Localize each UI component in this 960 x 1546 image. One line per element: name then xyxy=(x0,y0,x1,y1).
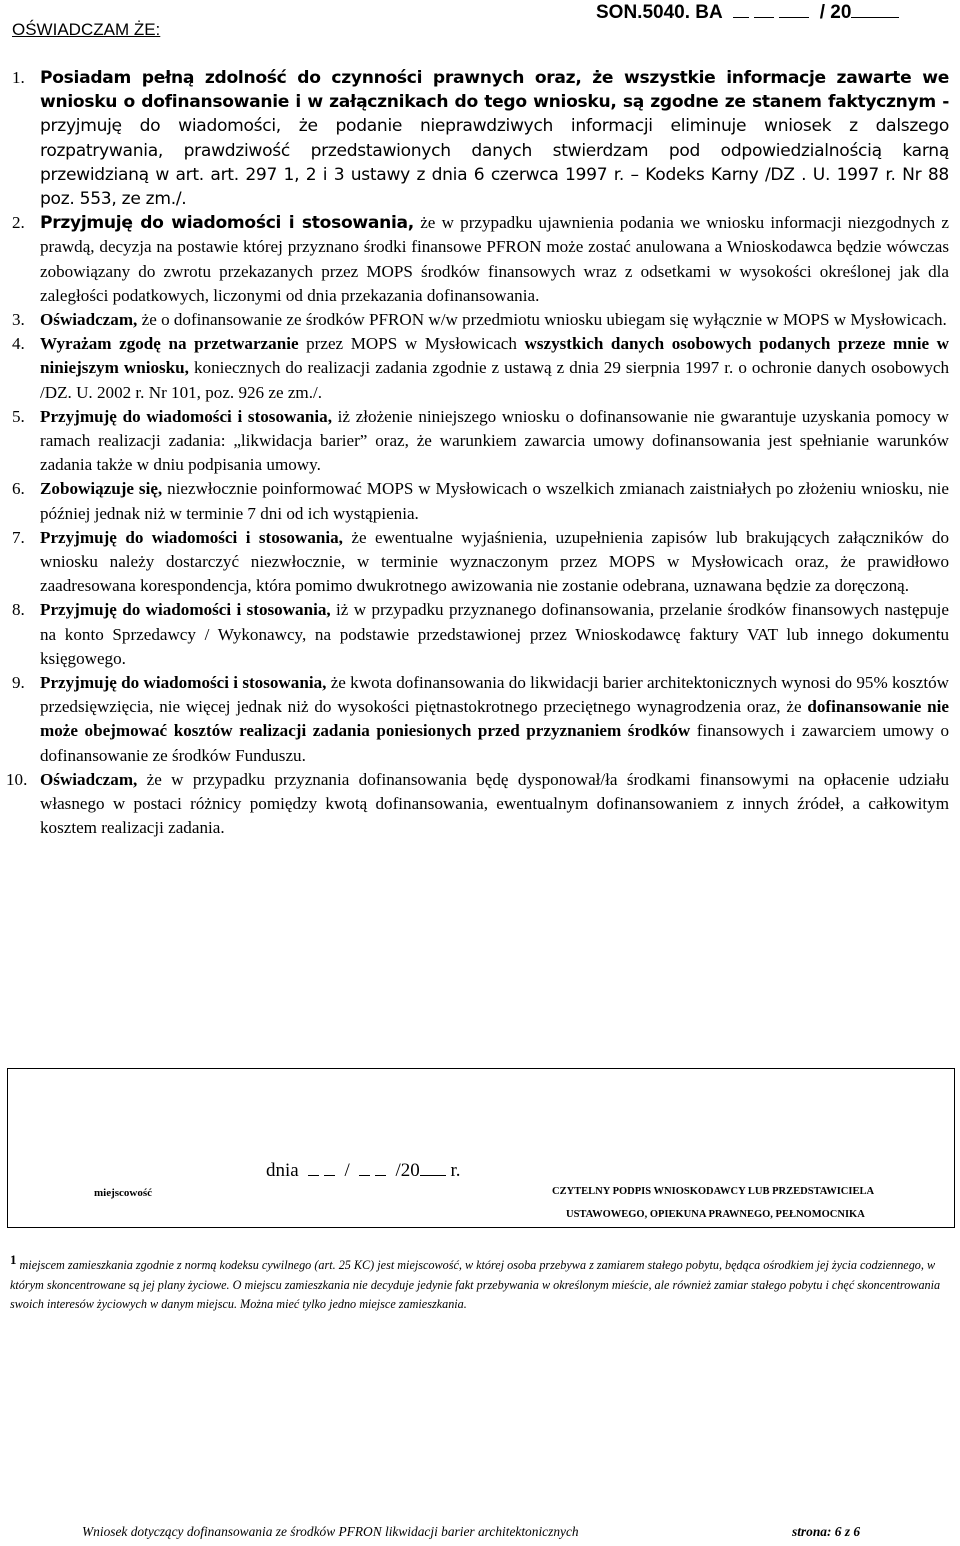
footnote-text: miejscem zamieszkania zgodnie z normą kodeksu cywilnego (art. 25 KC) jest miejscowość, w której osoba przebywa z zamiarem stałego pobytu, będąca ośrodkiem jej życia codziennego, w którym skoncentrowane są jej plany życiowe. O miejscu zamieszkania nie decyduje jedynie fakt przebywania w określonym mieście, ale również zamiar stałego pobytu i chęć skoncentrowania swoich interesów życiowych w danym miejscu. Można mieć tylko jedno miejsce zamieszkania. xyxy=(10,1258,941,1311)
item-bold-text: Zobowiązuje się, xyxy=(40,479,163,499)
blank-line xyxy=(754,3,774,18)
page-number: strona: 6 z 6 xyxy=(792,1524,861,1539)
blank-line xyxy=(324,1161,335,1176)
blank-line xyxy=(733,3,749,18)
item-bold-text: dofinansowanie nie może obejmować kosztów realizacji zadania poniesionych przed przyznaniem środków xyxy=(40,697,949,741)
statement-title: OŚWIADCZAM ŻE: xyxy=(12,20,161,39)
declaration-item xyxy=(12,66,949,211)
blank-line xyxy=(308,1161,319,1176)
date-separator: / xyxy=(344,1160,350,1181)
place-label: miejscowość xyxy=(94,1187,153,1199)
item-text: przyjmuję do wiadomości, że podanie nieprawdziwych informacji eliminuje wniosek z dalszego rozpatrywania, prawdziwość przedstawionych danych stwierdzam pod odpowiedzialnością karną przewidzianą w art. art. 297 1, 2 i 3 ustawy z dnia 6 czerwca 1997 r. – Kodeks Karny /DZ . U. 1997 r. Nr 88 poz. 553, ze zm./. xyxy=(40,116,949,210)
declaration-item xyxy=(6,768,949,841)
item-bold-text: Przyjmuję do wiadomości i stosowania, xyxy=(40,673,327,693)
declaration-item xyxy=(12,477,949,525)
item-text: że w przypadku przyznania dofinansowania będę dysponował/ła środkami finansowymi na opłacenie udziału własnego w postaci różnicy pomiędzy kwotą dofinansowania, ewentualnym dofinansowaniem z innych źródeł, a całkowitym kosztem realizacji zadania. xyxy=(40,769,949,838)
item-text: iż złożenie niniejszego wniosku o dofinansowanie nie gwarantuje uzyskania pomocy w ramach realizacji zadania: „likwidacja barier” oraz, że warunkiem zawarcia umowy dofinansowania jest spełnianie warunków zadania także w dniu podpisania umowy. xyxy=(40,406,949,475)
item-number: 1. xyxy=(12,68,25,87)
item-bold-text: Oświadczam, xyxy=(40,769,138,789)
item-text: iż w przypadku przyznanego dofinansowania, przelanie środków finansowych następuje na konto Sprzedawcy / Wykonawcy, na podstawie przedstawionej przez Wnioskodawcę faktury VAT lub innego dokumentu księgowego. xyxy=(40,600,949,668)
blank-line xyxy=(851,3,899,18)
item-bold-text: Przyjmuję do wiadomości i stosowania, xyxy=(40,406,332,426)
item-number: 2. xyxy=(12,213,25,233)
date-suffix: r. xyxy=(450,1160,461,1181)
declaration-item xyxy=(12,332,949,405)
blank-line xyxy=(359,1161,370,1176)
item-bold-text: Przyjmuję do wiadomości i stosowania, xyxy=(40,527,343,547)
item-bold-text: wszystkich danych osobowych podanych przeze mnie w niniejszym wniosku, xyxy=(40,334,950,378)
signature-label-line2: USTAWOWEGO, OPIEKUNA PRAWNEGO, PEŁNOMOCNIKA xyxy=(566,1209,865,1220)
item-text: że o dofinansowanie ze środków PFRON w/w przedmiotu wniosku ubiegam się wyłącznie w MOPS w Mysłowicach. xyxy=(137,310,947,330)
item-bold-text: Przyjmuję do wiadomości i stosowania, xyxy=(40,213,414,234)
declaration-item xyxy=(12,598,949,671)
declaration-item xyxy=(12,211,949,308)
footer-document-title: Wniosek dotyczący dofinansowania ze środków PFRON likwidacji barier architektonicznych xyxy=(82,1524,579,1539)
item-text: przez MOPS w Mysłowicach xyxy=(298,334,525,354)
item-number: 9. xyxy=(12,673,25,693)
footnote-number: 1 xyxy=(10,1251,17,1267)
blank-line xyxy=(375,1161,386,1176)
item-number: 10. xyxy=(6,769,28,789)
declaration-item xyxy=(12,671,949,768)
item-number: 3. xyxy=(12,310,25,330)
blank-line xyxy=(420,1161,446,1176)
declaration-item xyxy=(12,526,949,599)
reference-prefix: SON.5040. BA xyxy=(596,2,723,23)
item-text: że ewentualne wyjaśnienia, uzupełnienia zapisów lub brakujących załączników do wniosku należy dostarczyć niezwłocznie, w terminie wyznaczonym przez MOPS w Mysłowicach oraz, że prawidłowo zaadresowana korespondencja, która pomimo dwukrotnego awizowania nie zostanie odebrana, uznawana będzie za doręczoną. xyxy=(40,527,950,596)
item-bold-text: Posiadam pełną zdolność do czynności prawnych oraz, że wszystkie informacje zawarte we wniosku o dofinansowanie i w załącznikach do tego wniosku, są zgodne ze stanem faktycznym - xyxy=(40,68,949,113)
date-field xyxy=(266,1160,461,1182)
declarations-list xyxy=(6,66,950,841)
blank-line xyxy=(779,3,809,18)
item-bold-text: Oświadczam, xyxy=(40,310,138,330)
item-number: 8. xyxy=(12,600,25,620)
signature-box xyxy=(7,1068,955,1228)
item-number: 6. xyxy=(12,479,25,499)
item-text: finansowych i zawarciem umowy o dofinansowanie ze środków Funduszu. xyxy=(40,721,949,765)
footnote xyxy=(10,1251,952,1315)
declaration-item xyxy=(12,405,949,478)
item-bold-text: Wyrażam zgodę na przetwarzanie xyxy=(40,334,299,354)
item-text: że w przypadku ujawnienia podania we wniosku informacji niezgodnych z prawdą, decyzja na postawie której przyznano środki finansowe PFRON może zostać anulowana a Wnioskodawca będzie wówczas zobowiązany do zwrotu przekazanych przez MOPS środków finansowych wraz z odsetkami w wysokości określonej jak dla zaległości podatkowych, liczonymi od dnia przekazania dofinansowania. xyxy=(40,213,949,305)
item-number: 4. xyxy=(12,334,25,354)
date-prefix: dnia xyxy=(266,1160,299,1181)
item-text: że kwota dofinansowania do likwidacji barier architektonicznych wynosi do 95% kosztów przedsięwzięcia, nie więcej jednak niż do wysokości piętnastokrotnego przeciętnego wynagrodzenia oraz, że xyxy=(40,673,949,717)
item-text: niezwłocznie poinformować MOPS w Mysłowicach o wszelkich zmianach zaistniałych po złożeniu wniosku, nie później jednak niż w terminie 7 dni od ich wystąpienia. xyxy=(40,479,949,523)
item-number: 7. xyxy=(12,527,25,547)
reference-number xyxy=(596,2,899,24)
declaration-item xyxy=(12,308,949,332)
item-bold-text: Przyjmuję do wiadomości i stosowania, xyxy=(40,600,331,620)
reference-year-prefix: / 20 xyxy=(819,2,852,23)
item-number: 5. xyxy=(12,406,25,426)
signature-label-line1: CZYTELNY PODPIS WNIOSKODAWCY LUB PRZEDSTAWICIELA xyxy=(552,1186,875,1197)
item-text: koniecznych do realizacji zadania zgodnie z ustawą z dnia 29 sierpnia 1997 r. o ochronie danych osobowych /DZ. U. 2002 r. Nr 101, poz. 926 ze zm./. xyxy=(40,358,950,402)
date-separator: /20 xyxy=(395,1160,420,1181)
